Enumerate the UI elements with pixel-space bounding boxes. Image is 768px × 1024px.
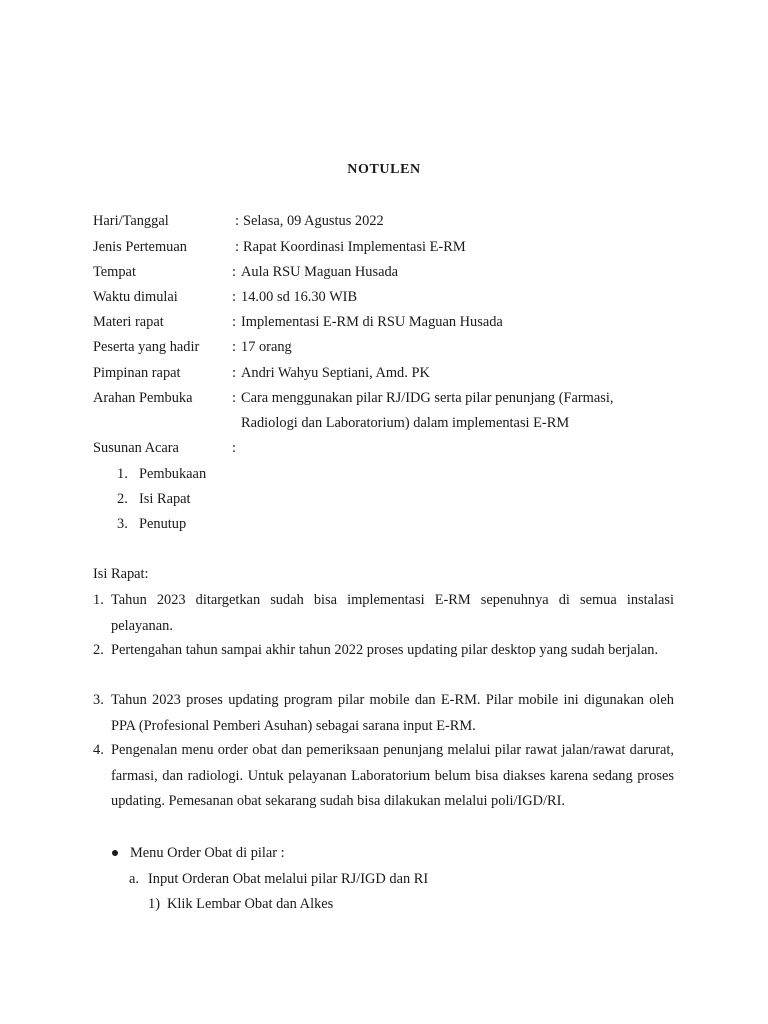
info-label: Jenis Pertemuan <box>93 239 187 255</box>
sub-item-marker: a. <box>129 871 139 887</box>
agenda-number: 2. <box>117 491 128 507</box>
info-value: Cara menggunakan pilar RJ/IDG serta pilar penunjang (Farmasi, <box>241 390 614 406</box>
info-value: 14.00 sd 16.30 WIB <box>241 289 358 305</box>
info-value: Implementasi E-RM di RSU Maguan Husada <box>241 314 503 330</box>
info-label: Peserta yang hadir <box>93 339 200 355</box>
bullet-text: Menu Order Obat di pilar : <box>130 845 285 861</box>
info-label: Hari/Tanggal <box>93 213 169 229</box>
isi-item-number: 4. <box>93 742 104 758</box>
info-colon: : <box>232 365 236 381</box>
info-value: Aula RSU Maguan Husada <box>241 264 399 280</box>
agenda-number: 1. <box>117 466 128 482</box>
isi-item-number: 3. <box>93 692 104 708</box>
info-colon: : <box>232 289 236 305</box>
info-colon: : <box>232 390 236 406</box>
info-colon: : <box>232 314 236 330</box>
isi-item-number: 2. <box>93 642 104 658</box>
info-colon: : <box>232 339 236 355</box>
info-value: Andri Wahyu Septiani, Amd. PK <box>241 365 430 381</box>
info-label: Arahan Pembuka <box>93 390 193 406</box>
sub-item-a <box>129 869 429 889</box>
info-label: Susunan Acara <box>93 440 179 456</box>
isi-item-text: Tahun 2023 ditargetkan sudah bisa implementasi E-RM sepenuhnya di semua instalasi pelayanan. <box>111 592 674 634</box>
info-label: Pimpinan rapat <box>93 365 181 381</box>
info-value: Selasa, 09 Agustus 2022 <box>243 213 384 229</box>
sub-item-text: Klik Lembar Obat dan Alkes <box>167 896 334 912</box>
isi-item-number: 1. <box>93 592 104 608</box>
agenda-number: 3. <box>117 516 128 532</box>
info-colon: : <box>235 239 239 255</box>
info-colon: : <box>235 213 239 229</box>
agenda-text: Penutup <box>139 516 187 532</box>
info-label: Materi rapat <box>93 314 164 330</box>
sub-item-1 <box>148 894 334 914</box>
info-value: 17 orang <box>241 339 292 355</box>
isi-item-text: Pertengahan tahun sampai akhir tahun 2022 proses updating pilar desktop yang sudah berjalan. <box>111 642 659 658</box>
isi-item-text: Tahun 2023 proses updating program pilar mobile dan E-RM. Pilar mobile ini digunakan oleh PPA (Profesional Pemberi Asuhan) sebagai sarana input E-RM. <box>111 692 674 734</box>
document-title: NOTULEN <box>347 162 421 177</box>
info-colon: : <box>232 264 236 280</box>
isi-rapat-heading: Isi Rapat: <box>93 566 149 582</box>
isi-item-text: Pengenalan menu order obat dan pemeriksaan penunjang melalui pilar rawat jalan/rawat darurat, farmasi, dan radiologi. Untuk pelayanan Laboratorium belum bisa diakses karena sedang proses updating. Pemesanan obat sekarang sudah bisa dilakukan melalui poli/IGD/RI. <box>111 742 674 809</box>
sub-item-marker: 1) <box>148 896 160 912</box>
info-label: Tempat <box>93 264 136 280</box>
agenda-text: Pembukaan <box>139 466 207 482</box>
info-value: Rapat Koordinasi Implementasi E-RM <box>243 239 466 255</box>
agenda-text: Isi Rapat <box>139 491 191 507</box>
sub-item-text: Input Orderan Obat melalui pilar RJ/IGD dan RI <box>148 871 429 887</box>
info-value-continued: Radiologi dan Laboratorium) dalam implementasi E-RM <box>241 415 570 431</box>
info-label: Waktu dimulai <box>93 289 178 305</box>
bullet-icon <box>112 850 118 856</box>
info-colon: : <box>232 440 236 456</box>
